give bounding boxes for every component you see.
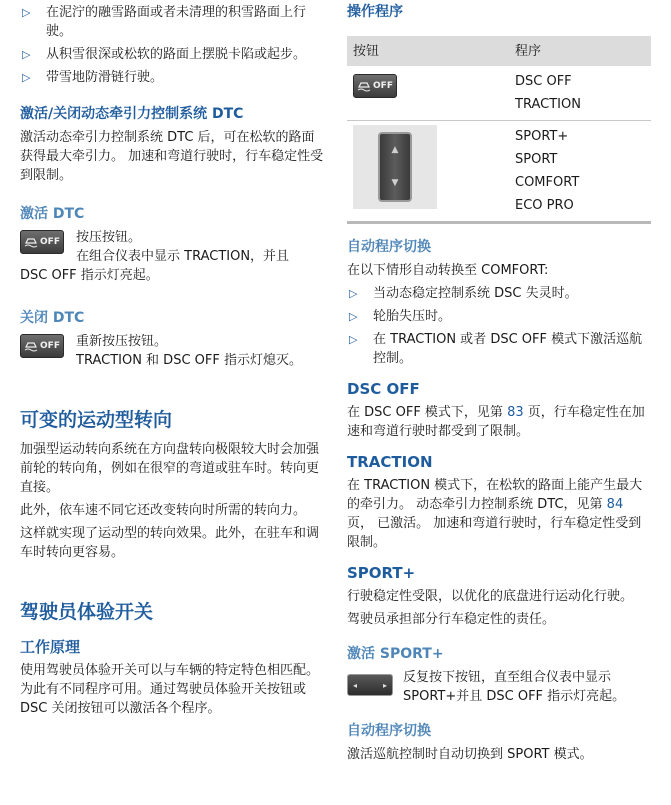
activate-dtc-line3: DSC OFF 指示灯亮起。	[20, 268, 159, 283]
dtc-heading: 激活/关闭动态牵引力控制系统 DTC	[20, 106, 244, 122]
list-item: ▷ 带雪地防滑链行驶。	[22, 70, 164, 85]
intro-bullet-list	[20, 3, 325, 87]
auto-switch-text-2: 激活巡航控制时自动切换到 SPORT 模式。	[347, 747, 593, 762]
dtc-description: 激活动态牵引力控制系统 DTC 后，可在松软的路面获得最大牵引力。 加速和弯道行驶时，行车稳定性受到限制。	[20, 130, 324, 183]
sport-plus-heading: SPORT+	[347, 564, 416, 582]
auto-switch-intro: 在以下情形自动转换至 COMFORT:	[347, 263, 549, 278]
dsc-off-button-icon: OFF	[20, 334, 64, 358]
steering-paragraph-3: 这样就实现了运动型的转向效果。此外，在驻车和调车时转向更容易。	[20, 526, 320, 560]
program-table	[347, 36, 651, 224]
auto-switch-heading: 自动程序切换	[347, 239, 431, 255]
principle-text: 使用驾驶员体验开关可以与车辆的特定特色相匹配。为此有不同程序可用。通过驾驶员体验开关按钮或 DSC 关闭按钮可以激活各个程序。	[20, 663, 320, 716]
auto-switch-heading-2: 自动程序切换	[347, 723, 431, 739]
triangle-bullet-icon: ▷	[22, 6, 31, 19]
triangle-bullet-icon: ▷	[22, 71, 31, 84]
list-item: ▷ 轮胎失压时。	[349, 309, 452, 324]
procedure-heading: 操作程序	[347, 4, 403, 20]
list-item: ▷ 在泥泞的融雪路面或者未清理的积雪路面上行驶。	[22, 5, 307, 39]
activate-sport-plus-block: ◂ ▸ 反复按下按钮，直至组合仪表中显示 SPORT+并且 DSC OFF 指示灯亮起。	[347, 668, 651, 706]
steering-paragraph-2: 此外，依车速不同它还改变转向时所需的转向力。	[20, 503, 307, 518]
left-column	[20, 0, 325, 718]
activate-dtc-block: OFF 按压按钮。 在组合仪表中显示 TRACTION，并且	[20, 228, 325, 266]
table-header-button: 按钮	[347, 36, 509, 66]
sport-plus-paragraph-2: 驾驶员承担部分行车稳定性的责任。	[347, 612, 556, 627]
activate-sport-plus-heading: 激活 SPORT+	[347, 646, 444, 662]
traction-text: 在 TRACTION 模式下，在松软的路面上能产生最大的牵引力。 动态牵引力控制系统 DTC，见第 84 页， 已激活。 加速和弯道行驶时，行车稳定性受到限制。	[347, 478, 643, 550]
triangle-bullet-icon: ▷	[349, 310, 358, 323]
steering-heading: 可变的运动型转向	[20, 409, 173, 431]
deactivate-dtc-block: OFF 重新按压按钮。 TRACTION 和 DSC OFF 指示灯熄灭。	[20, 332, 325, 370]
right-column	[347, 0, 651, 764]
dsc-off-heading: DSC OFF	[347, 380, 420, 398]
driver-switch-heading: 驾驶员体验开关	[20, 601, 154, 623]
table-header-program: 程序	[509, 36, 651, 66]
triangle-bullet-icon: ▷	[22, 48, 31, 61]
list-item: ▷ 当动态稳定控制系统 DSC 失灵时。	[349, 286, 578, 301]
list-item: ▷ 从积雪很深或松软的路面上摆脱卡陷或起步。	[22, 47, 307, 62]
triangle-bullet-icon: ▷	[349, 333, 358, 346]
traction-heading: TRACTION	[347, 453, 433, 471]
principle-heading: 工作原理	[20, 638, 81, 656]
steering-paragraph-1: 加强型运动转向系统在方向盘转向极限较大时会加强前轮的转向角，例如在很窄的弯道或驻车时。转向更直接。	[20, 442, 320, 495]
driving-experience-switch-icon: ▲ ▼	[353, 125, 437, 209]
dsc-off-button-icon: OFF	[20, 230, 64, 254]
dsc-off-text: 在 DSC OFF 模式下，见第 83 页，行车稳定性在加速和弯道行驶时都受到了限制。	[347, 405, 645, 439]
page-link[interactable]: 84	[606, 497, 624, 512]
driving-experience-switch-icon: ◂ ▸	[347, 674, 393, 696]
sport-plus-paragraph-1: 行驶稳定性受限，以优化的底盘进行运动化行驶。	[347, 589, 634, 604]
table-row: OFF DSC OFF TRACTION	[347, 66, 651, 121]
table-row: ▲ ▼ SPORT+ SPORT COMFORT ECO PRO	[347, 121, 651, 223]
auto-switch-bullet-list	[347, 284, 651, 368]
activate-dtc-heading: 激活 DTC	[20, 206, 85, 222]
list-item: ▷ 在 TRACTION 或者 DSC OFF 模式下激活巡航控制。	[349, 332, 643, 366]
triangle-bullet-icon: ▷	[349, 287, 358, 300]
deactivate-dtc-heading: 关闭 DTC	[20, 310, 85, 326]
page-link[interactable]: 83	[507, 405, 524, 420]
dsc-off-button-icon: OFF	[353, 74, 397, 98]
